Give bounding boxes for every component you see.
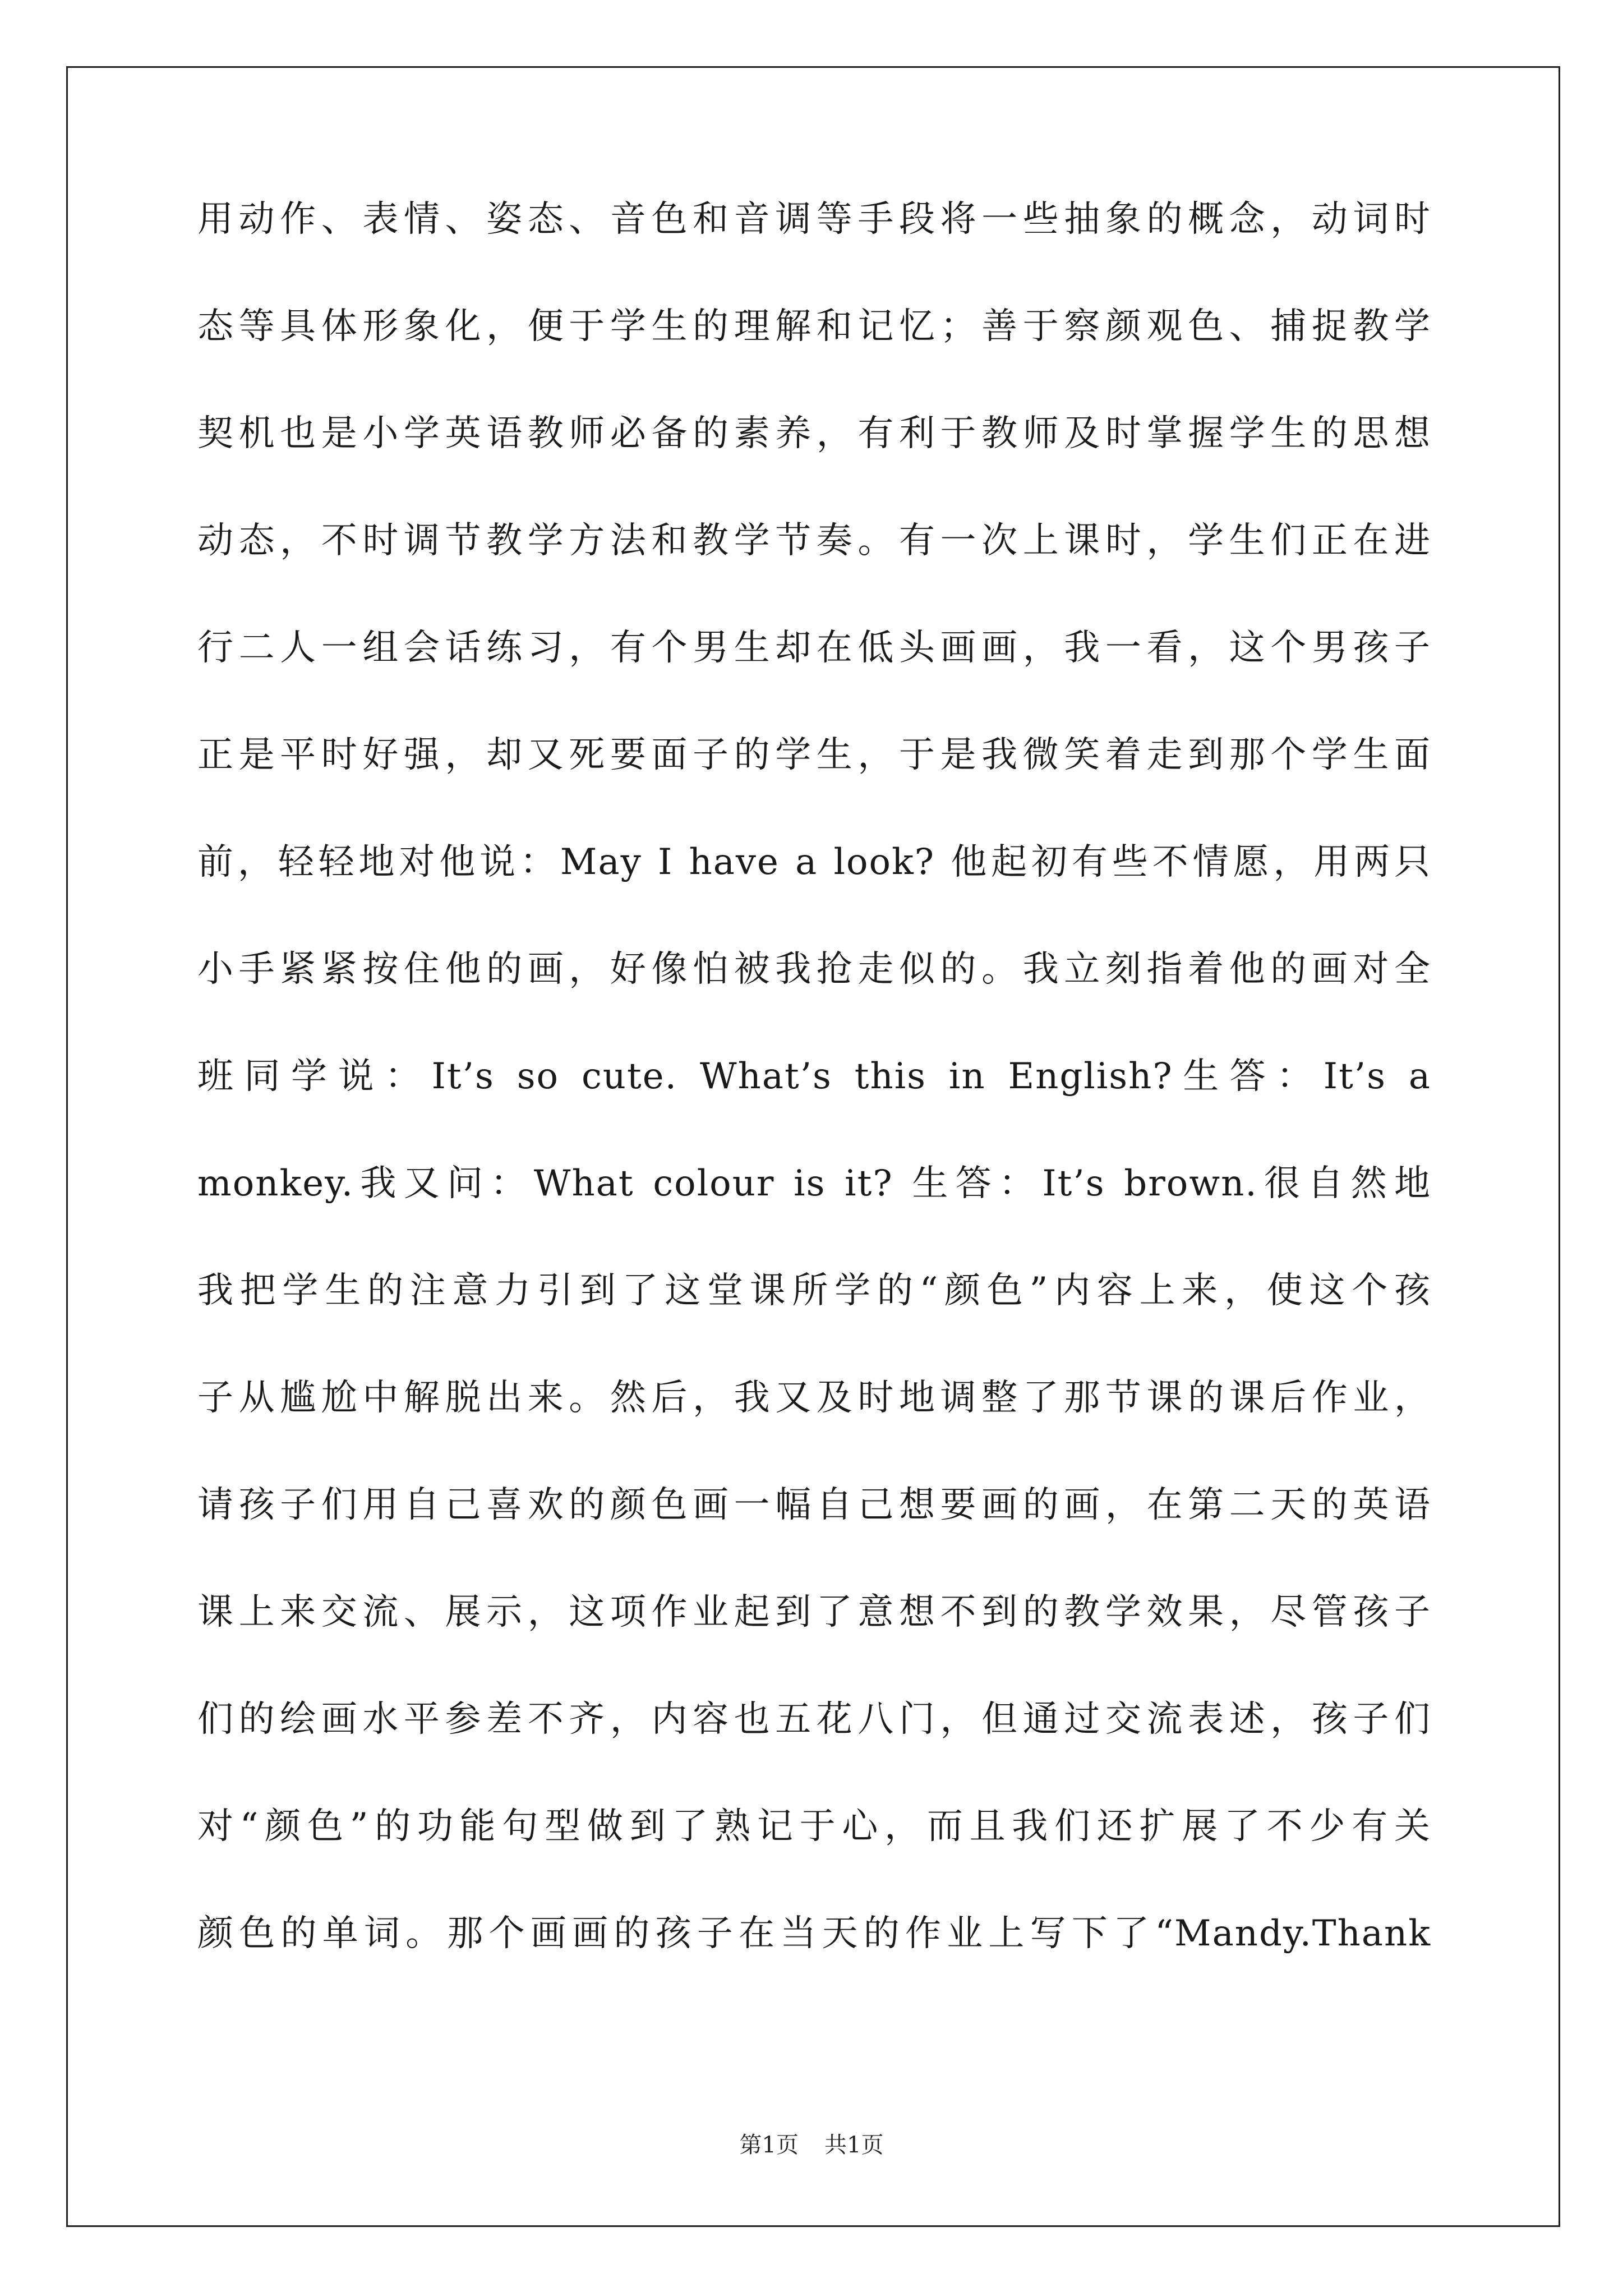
text-line: 对“颜色”的功能句型做到了熟记于心，而且我们还扩展了不少有关 bbox=[197, 1806, 1431, 1847]
text-line: 契机也是小学英语教师必备的素养，有利于教师及时掌握学生的思想 bbox=[197, 413, 1431, 454]
text-line: 用动作、表情、姿态、音色和音调等手段将一些抽象的概念，动词时 bbox=[197, 199, 1431, 240]
text-line: 态等具体形象化，便于学生的理解和记忆；善于察颜观色、捕捉教学 bbox=[197, 306, 1431, 347]
text-line: 课上来交流、展示，这项作业起到了意想不到的教学效果，尽管孩子 bbox=[197, 1591, 1431, 1633]
page-footer bbox=[0, 2127, 1623, 2159]
text-line: 前，轻轻地对他说：May I have a look? 他起初有些不情愿，用两只 bbox=[197, 841, 1431, 883]
text-line: 我把学生的注意力引到了这堂课所学的“颜色”内容上来，使这个孩 bbox=[197, 1270, 1431, 1312]
body-text bbox=[197, 193, 1431, 1987]
text-line: 行二人一组会话练习，有个男生却在低头画画，我一看，这个男孩子 bbox=[197, 627, 1431, 669]
text-line: 子从尴尬中解脱出来。然后，我又及时地调整了那节课的课后作业， bbox=[197, 1377, 1431, 1419]
text-line: 颜色的单词。那个画画的孩子在当天的作业上写下了“Mandy.Thank bbox=[197, 1913, 1431, 1954]
page-total: 共1页 bbox=[824, 2132, 884, 2158]
page-number: 第1页 bbox=[739, 2132, 799, 2158]
text-line: monkey.我又问：What colour is it? 生答：It’s brown.很自然地 bbox=[197, 1163, 1431, 1204]
text-line: 正是平时好强，却又死要面子的学生，于是我微笑着走到那个学生面 bbox=[197, 734, 1431, 776]
text-line: 小手紧紧按住他的画，好像怕被我抢走似的。我立刻指着他的画对全 bbox=[197, 949, 1431, 990]
text-line: 们的绘画水平参差不齐，内容也五花八门，但通过交流表述，孩子们 bbox=[197, 1699, 1431, 1740]
text-line: 请孩子们用自己喜欢的颜色画一幅自己想要画的画，在第二天的英语 bbox=[197, 1484, 1431, 1526]
text-line: 动态，不时调节教学方法和教学节奏。有一次上课时，学生们正在进 bbox=[197, 520, 1431, 562]
text-line: 班同学说：It’s so cute. What’s this in English?生答：It’s a bbox=[197, 1056, 1431, 1097]
